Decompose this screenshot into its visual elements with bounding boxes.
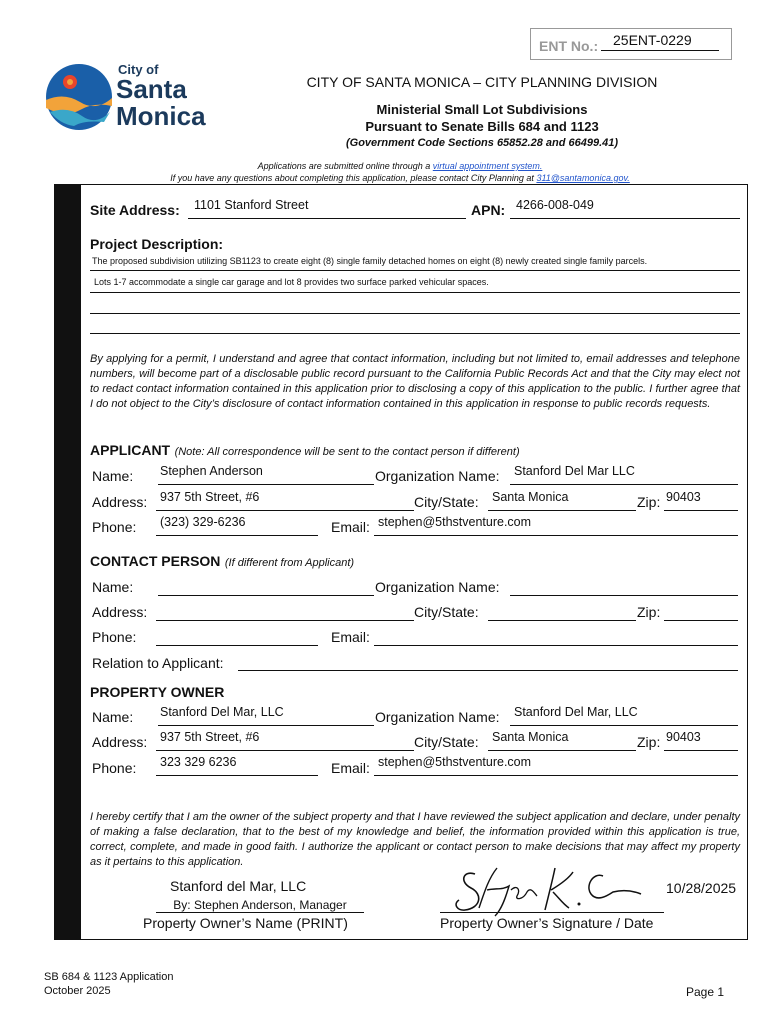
applicant-phone-label: Phone:: [92, 519, 137, 535]
email-link[interactable]: 311@santamonica.gov.: [536, 173, 630, 183]
contact-note: (If different from Applicant): [224, 557, 355, 569]
contact-name-label: Name:: [92, 579, 134, 595]
submission-notes: [60, 160, 740, 184]
handwritten-signature-icon: [445, 860, 645, 920]
owner-email-line: [374, 775, 738, 776]
applicant-email-line: [374, 535, 738, 536]
project-description-line2[interactable]: Lots 1-7 accommodate a single car garage and lot 8 provides two surface parked vehicular spaces.: [94, 277, 489, 287]
sidebar-label: GENERAL INFORMATION: [5, 445, 19, 639]
apn-label: APN:: [471, 202, 506, 218]
disclosure-paragraph: By applying for a permit, I understand and agree that contact information, including but not limited to, email addresses and telephone numbers, will become part of a disclosable public record pursuant to the California Public Records Act and that the City may elect not to redact contact information contained in this application prior to disclosing a copy of this application to the public. I further agree that I do not object to the City’s disclosure of contact information contained in this application in response to public records requests.: [90, 353, 740, 410]
applicant-zip-label: Zip:: [637, 494, 661, 510]
code-sections: (Government Code Sections 65852.28 and 66499.41): [345, 137, 619, 149]
project-description-line1[interactable]: The proposed subdivision utilizing SB1123 to create eight (8) single family detached homes on eight (8) newly created single family parcels.: [92, 256, 648, 266]
applicant-heading-row: [90, 442, 520, 460]
footer-form-name: SB 684 & 1123 Application: [44, 971, 174, 983]
owner-city-label: City/State:: [414, 734, 479, 750]
owner-address-line: [156, 750, 414, 751]
project-description-label: Project Description:: [90, 236, 224, 252]
owner-phone-label: Phone:: [92, 760, 137, 776]
signature-caption: Property Owner’s Signature / Date: [440, 915, 654, 931]
ent-underline: [601, 50, 719, 51]
applicant-name-line: [158, 484, 374, 485]
apn-line: [510, 218, 740, 219]
project-line-2: [90, 292, 740, 293]
appointment-link[interactable]: virtual appointment system.: [432, 161, 543, 171]
form-title-line1: Ministerial Small Lot Subdivisions: [376, 102, 588, 117]
owner-address-value[interactable]: 937 5th Street, #6: [160, 730, 260, 744]
ent-value: 25ENT-0229: [613, 32, 692, 48]
applicant-email-label: Email:: [331, 519, 370, 535]
owner-name-label: Name:: [92, 709, 134, 725]
applicant-city-line: [488, 510, 636, 511]
project-line-1: [90, 270, 740, 271]
contact-name-line[interactable]: [158, 595, 374, 596]
owner-org-label: Organization Name:: [375, 709, 500, 725]
ent-number-box: [530, 28, 732, 60]
contact-phone-line[interactable]: [156, 645, 318, 646]
applicant-address-value[interactable]: 937 5th Street, #6: [160, 490, 260, 504]
applicant-org-line: [510, 484, 738, 485]
owner-by-line[interactable]: By: Stephen Anderson, Manager: [156, 898, 364, 913]
applicant-name-value[interactable]: Stephen Anderson: [160, 464, 263, 478]
applicant-email-value[interactable]: stephen@5thstventure.com: [378, 515, 532, 529]
owner-zip-label: Zip:: [637, 734, 661, 750]
applicant-note: (Note: All correspondence will be sent to the contact person if different): [174, 446, 520, 458]
applicant-zip-line: [664, 510, 738, 511]
owner-zip-value[interactable]: 90403: [666, 730, 701, 744]
contact-city-line[interactable]: [488, 620, 636, 621]
santa-monica-logo-icon: [44, 62, 114, 132]
contact-address-label: Address:: [92, 604, 148, 620]
form-title-line2: Pursuant to Senate Bills 684 and 1123: [365, 119, 599, 134]
note-line2: If you have any questions about completing this application, please contact City Planning at: [170, 173, 537, 183]
ent-label: ENT No.:: [539, 38, 599, 54]
project-line-3: [90, 313, 740, 314]
applicant-org-value[interactable]: Stanford Del Mar LLC: [514, 464, 635, 478]
owner-name-line: [158, 725, 374, 726]
site-address-label: Site Address:: [90, 202, 180, 218]
owner-city-line: [488, 750, 636, 751]
contact-heading-row: [90, 553, 354, 571]
relation-line[interactable]: [238, 670, 738, 671]
contact-email-line[interactable]: [374, 645, 738, 646]
contact-city-label: City/State:: [414, 604, 479, 620]
signature-line[interactable]: [440, 912, 664, 913]
signature-date[interactable]: 10/28/2025: [666, 880, 737, 896]
footer-left: [44, 970, 173, 998]
logo-text-monica: Monica: [116, 101, 206, 131]
relation-label: Relation to Applicant:: [92, 655, 224, 671]
site-address-line: [188, 218, 466, 219]
applicant-city-value[interactable]: Santa Monica: [492, 490, 569, 504]
site-address-value[interactable]: 1101 Stanford Street: [194, 198, 309, 212]
contact-zip-line[interactable]: [664, 620, 738, 621]
owner-heading: PROPERTY OWNER: [90, 684, 225, 700]
owner-email-label: Email:: [331, 760, 370, 776]
owner-org-line: [510, 725, 738, 726]
owner-name-caption: Property Owner’s Name (PRINT): [143, 915, 348, 931]
logo-text-santa: Santa: [116, 74, 187, 104]
applicant-zip-value[interactable]: 90403: [666, 490, 701, 504]
certification-paragraph: I hereby certify that I am the owner of the subject property and that I have reviewed the subject application and declare, under penalty of making a false declaration, that to the best of my knowledge and belief, the information provided within this application is true, correct, complete, and made in good faith. I authorize the applicant or contact person to make decisions that may affect my property as it pertains to this application.: [90, 811, 740, 868]
owner-printed-name[interactable]: Stanford del Mar, LLC: [170, 878, 307, 894]
applicant-address-label: Address:: [92, 494, 148, 510]
owner-email-value[interactable]: stephen@5thstventure.com: [378, 755, 532, 769]
contact-heading: CONTACT PERSON: [90, 553, 221, 569]
contact-org-label: Organization Name:: [375, 579, 500, 595]
applicant-heading: APPLICANT: [90, 442, 171, 458]
applicant-phone-line: [156, 535, 318, 536]
owner-city-value[interactable]: Santa Monica: [492, 730, 569, 744]
contact-address-line[interactable]: [156, 620, 414, 621]
form-title: [240, 101, 724, 135]
contact-phone-label: Phone:: [92, 629, 137, 645]
division-heading: CITY OF SANTA MONICA – CITY PLANNING DIVISION: [306, 74, 658, 90]
apn-value[interactable]: 4266-008-049: [516, 198, 594, 212]
owner-phone-value[interactable]: 323 329 6236: [160, 755, 237, 769]
footer-date: October 2025: [44, 985, 111, 997]
owner-org-value[interactable]: Stanford Del Mar, LLC: [514, 705, 638, 719]
project-line-4: [90, 333, 740, 334]
owner-phone-line: [156, 775, 318, 776]
contact-zip-label: Zip:: [637, 604, 661, 620]
page-number: Page 1: [686, 985, 725, 999]
sidebar-band: [54, 184, 81, 940]
owner-name-value[interactable]: Stanford Del Mar, LLC: [160, 705, 284, 719]
city-logo: [44, 62, 220, 132]
contact-org-line[interactable]: [510, 595, 738, 596]
applicant-address-line: [156, 510, 414, 511]
contact-email-label: Email:: [331, 629, 370, 645]
note-line1: Applications are submitted online through a: [257, 161, 433, 171]
applicant-org-label: Organization Name:: [375, 468, 500, 484]
applicant-city-label: City/State:: [414, 494, 479, 510]
applicant-name-label: Name:: [92, 468, 134, 484]
owner-address-label: Address:: [92, 734, 148, 750]
owner-zip-line: [664, 750, 738, 751]
logo-text-cityof: City of: [118, 62, 159, 77]
applicant-phone-value[interactable]: (323) 329-6236: [160, 515, 246, 529]
